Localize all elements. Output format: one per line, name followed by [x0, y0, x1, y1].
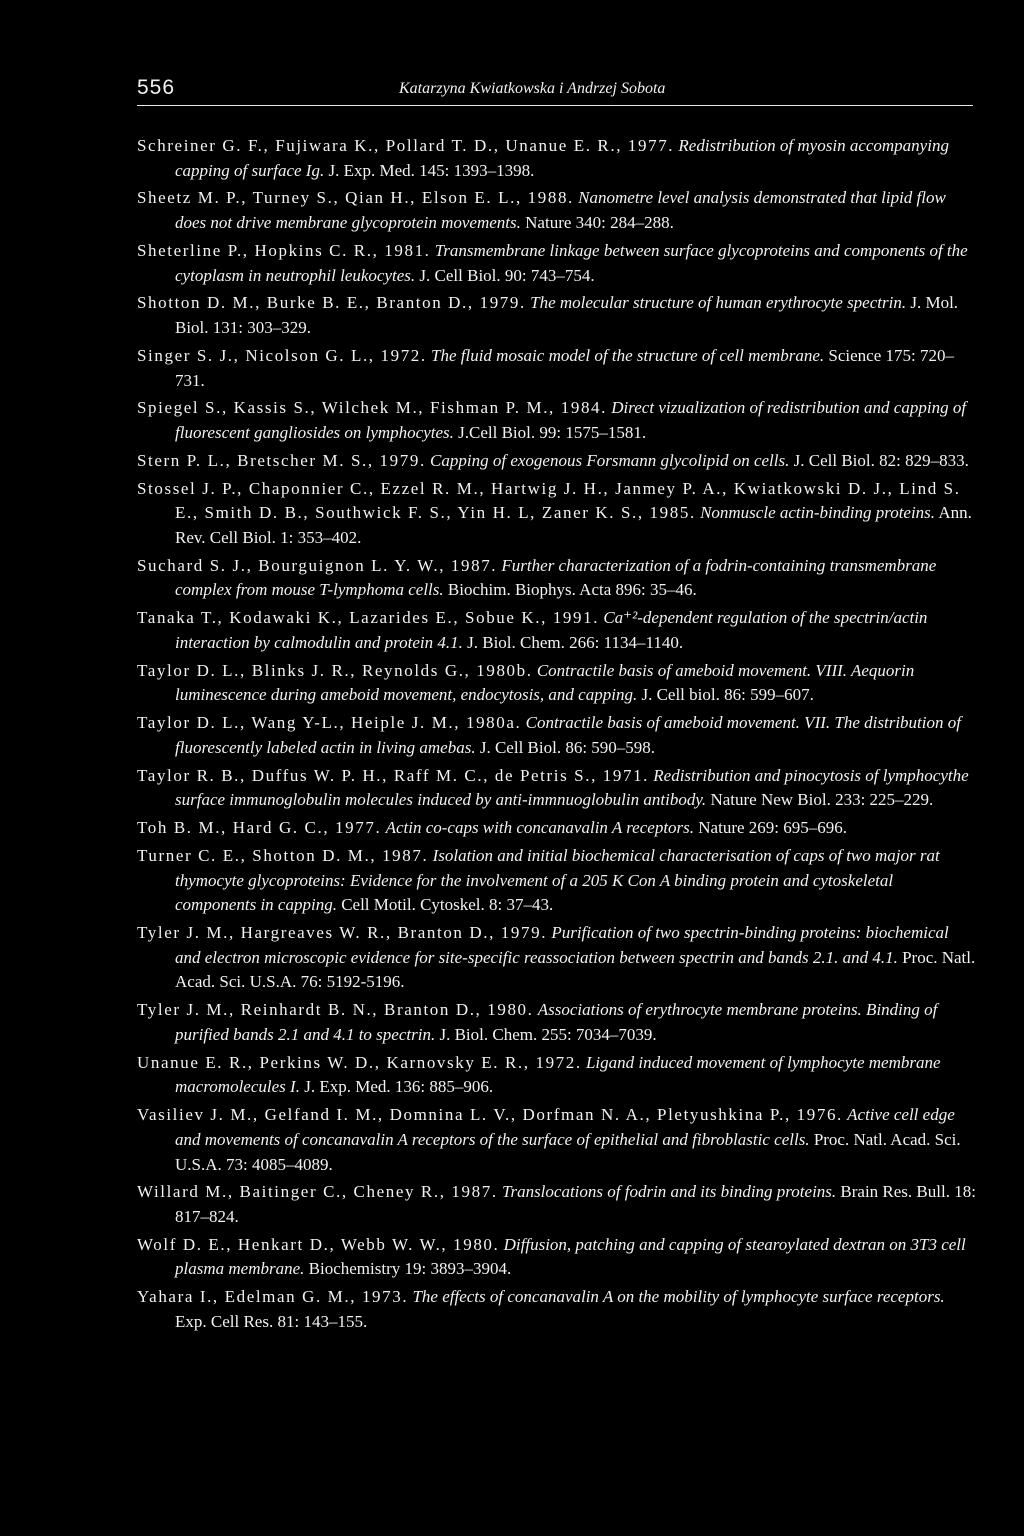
- reference-authors: Unanue E. R., Perkins W. D., Karnovsky E. R., 1972.: [137, 1052, 582, 1072]
- reference-source: Exp. Cell Res. 81: 143–155.: [175, 1311, 368, 1331]
- reference-authors: Turner C. E., Shotton D. M., 1987.: [137, 846, 429, 866]
- reference-title: Redistribution and pinocytosis of lymphocythe surface immunoglobulin molecules induced by anti-immnuoglobulin antibody.: [175, 765, 969, 810]
- reference-entry: [137, 1180, 977, 1229]
- reference-source: J. Exp. Med. 136: 885–906.: [304, 1077, 494, 1097]
- reference-source: Science 175: 720–731.: [175, 345, 954, 390]
- reference-source: J. Biol. Chem. 266: 1134–1140.: [467, 632, 684, 652]
- reference-entry: [137, 816, 977, 841]
- reference-entry: [137, 844, 977, 918]
- reference-title: Nanometre level analysis demonstrated that lipid flow does not drive membrane glycoprotein movements.: [175, 188, 946, 233]
- reference-authors: Taylor R. B., Duffus W. P. H., Raff M. C., de Petris S., 1971.: [137, 765, 650, 785]
- reference-authors: Suchard S. J., Bourguignon L. Y. W., 1987.: [137, 555, 498, 575]
- reference-source: J. Biol. Chem. 255: 7034–7039.: [439, 1024, 657, 1044]
- reference-title: Active cell edge and movements of concanavalin A receptors of the surface of epithelial and fibroblastic cells.: [175, 1105, 955, 1149]
- reference-authors: Sheetz M. P., Turney S., Qian H., Elson E. L., 1988.: [137, 188, 574, 208]
- reference-authors: Taylor D. L., Wang Y-L., Heiple J. M., 1980a.: [137, 713, 522, 733]
- reference-source: Nature New Biol. 233: 225–229.: [710, 790, 934, 810]
- reference-entry: [137, 186, 977, 235]
- reference-title: Diffusion, patching and capping of stearoylated dextran on 3T3 cell plasma membrane.: [175, 1234, 966, 1279]
- reference-entry: [137, 291, 977, 340]
- reference-entry: [137, 1233, 977, 1282]
- reference-authors: Stern P. L., Bretscher M. S., 1979.: [137, 450, 426, 470]
- reference-entry: [137, 998, 977, 1047]
- reference-title: Translocations of fodrin and its binding proteins.: [501, 1182, 837, 1202]
- reference-source: Cell Motil. Cytoskel. 8: 37–43.: [341, 895, 554, 915]
- reference-entry: [137, 554, 977, 603]
- reference-title: The fluid mosaic model of the structure of cell membrane.: [431, 345, 825, 365]
- reference-source: Nature 340: 284–288.: [525, 213, 674, 233]
- reference-source: J. Cell Biol. 82: 829–833.: [793, 450, 969, 470]
- reference-entry: [137, 921, 977, 995]
- reference-title: Direct vizualization of redistribution and capping of fluorescent gangliosides on lymphocytes.: [175, 398, 967, 443]
- reference-title: The molecular structure of human erythrocyte spectrin.: [530, 293, 907, 313]
- reference-authors: Tyler J. M., Hargreaves W. R., Branton D., 1979.: [137, 923, 548, 943]
- reference-title: Contractile basis of ameboid movement. VIII. Aequorin luminescence during ameboid movement, endocytosis, and capping.: [175, 660, 915, 705]
- reference-source: Proc. Natl. Acad. Sci. U.S.A. 73: 4085–4089.: [175, 1129, 961, 1174]
- reference-title: Actin co-caps with concanavalin A receptors.: [385, 818, 695, 838]
- reference-authors: Tyler J. M., Reinhardt B. N., Branton D., 1980.: [137, 1000, 534, 1020]
- reference-authors: Vasiliev J. M., Gelfand I. M., Domnina L. V., Dorfman N. A., Pletyushkina P., 1976.: [137, 1105, 843, 1125]
- reference-source: Ann. Rev. Cell Biol. 1: 353–402.: [175, 503, 972, 547]
- reference-source: Biochemistry 19: 3893–3904.: [308, 1259, 512, 1279]
- reference-entry: [137, 449, 977, 474]
- reference-authors: Spiegel S., Kassis S., Wilchek M., Fishman P. M., 1984.: [137, 398, 608, 418]
- reference-entry: [137, 1103, 977, 1177]
- reference-authors: Shotton D. M., Burke B. E., Branton D., 1979.: [137, 293, 526, 313]
- reference-source: Proc. Natl. Acad. Sci. U.S.A. 76: 5192-5196.: [175, 947, 976, 992]
- reference-source: Nature 269: 695–696.: [698, 818, 848, 838]
- running-head: Katarzyna Kwiatkowska i Andrzej Sobota: [399, 80, 666, 97]
- reference-source: J. Cell biol. 86: 599–607.: [641, 685, 814, 705]
- reference-title: Associations of erythrocyte membrane proteins. Binding of purified bands 2.1 and 4.1 to spectrin.: [175, 1000, 938, 1044]
- reference-entry: [137, 606, 977, 655]
- reference-title: Contractile basis of ameboid movement. VII. The distribution of fluorescently labeled actin in living amebas.: [175, 713, 961, 757]
- reference-title: Redistribution of myosin accompanying capping of surface Ig.: [175, 136, 949, 180]
- header-rule: [137, 105, 973, 106]
- reference-authors: Taylor D. L., Blinks J. R., Reynolds G., 1980b.: [137, 660, 533, 680]
- reference-entry: [137, 239, 977, 288]
- reference-entry: [137, 396, 977, 445]
- reference-entry: [137, 764, 977, 813]
- reference-title: Isolation and initial biochemical characterisation of caps of two major rat thymocyte glycoproteins: Evidence for the involvement of a 205 K Con A binding protein and cytoskeletal components in capping.: [175, 846, 940, 915]
- reference-title: Ligand induced movement of lymphocyte membrane macromolecules I.: [175, 1052, 941, 1097]
- reference-title: Transmembrane linkage between surface glycoproteins and components of the cytoplasm in neutrophil leukocytes.: [175, 240, 968, 285]
- page-header: [137, 76, 973, 106]
- reference-source: J.Cell Biol. 99: 1575–1581.: [458, 423, 647, 443]
- reference-entry: [137, 711, 977, 760]
- reference-title: The effects of concanavalin A on the mobility of lymphocyte surface receptors.: [412, 1287, 945, 1307]
- reference-authors: Wolf D. E., Henkart D., Webb W. W., 1980.: [137, 1234, 500, 1254]
- reference-source: J. Cell Biol. 90: 743–754.: [419, 265, 595, 285]
- reference-source: J. Exp. Med. 145: 1393–1398.: [328, 160, 535, 180]
- reference-authors: Schreiner G. F., Fujiwara K., Pollard T. D., Unanue E. R., 1977.: [137, 136, 675, 155]
- reference-entry: [137, 1051, 977, 1100]
- reference-list: [137, 134, 977, 1338]
- reference-title: Purification of two spectrin-binding proteins: biochemical and electron microscopic evidence for site-specific reassociation between spectrin and bands 2.1. and 4.1.: [175, 923, 949, 967]
- reference-authors: Tanaka T., Kodawaki K., Lazarides E., Sobue K., 1991.: [137, 608, 600, 628]
- reference-source: J. Cell Biol. 86: 590–598.: [479, 737, 656, 757]
- reference-source: Biochim. Biophys. Acta 896: 35–46.: [447, 580, 697, 600]
- reference-authors: Yahara I., Edelman G. M., 1973.: [137, 1287, 409, 1307]
- reference-authors: Sheterline P., Hopkins C. R., 1981.: [137, 240, 431, 260]
- reference-title: Capping of exogenous Forsmann glycolipid on cells.: [430, 450, 790, 470]
- reference-authors: Willard M., Baitinger C., Cheney R., 1987.: [137, 1182, 498, 1202]
- reference-entry: [137, 134, 977, 183]
- reference-entry: [137, 477, 977, 551]
- reference-entry: [137, 344, 977, 393]
- reference-entry: [137, 659, 977, 708]
- reference-title: Ca⁺²-dependent regulation of the spectrin/actin interaction by calmodulin and protein 4.1.: [175, 608, 928, 652]
- reference-title: Further characterization of a fodrin-containing transmembrane complex from mouse T-lymphoma cells.: [175, 555, 937, 600]
- page-number: 556: [137, 76, 176, 99]
- reference-authors: Singer S. J., Nicolson G. L., 1972.: [137, 345, 427, 365]
- reference-source: J. Mol. Biol. 131: 303–329.: [175, 293, 959, 338]
- reference-authors: Toh B. M., Hard G. C., 1977.: [137, 818, 382, 838]
- reference-entry: [137, 1285, 977, 1334]
- reference-source: Brain Res. Bull. 18: 817–824.: [175, 1182, 976, 1226]
- reference-authors: Stossel J. P., Chaponnier C., Ezzel R. M., Hartwig J. H., Janmey P. A., Kwiatkowski D. J., Lind S. E., Smith D. B., Southwick F. S., Yin H. L, Zaner K. S., 1985.: [137, 478, 961, 523]
- reference-title: Nonmuscle actin-binding proteins.: [700, 503, 936, 523]
